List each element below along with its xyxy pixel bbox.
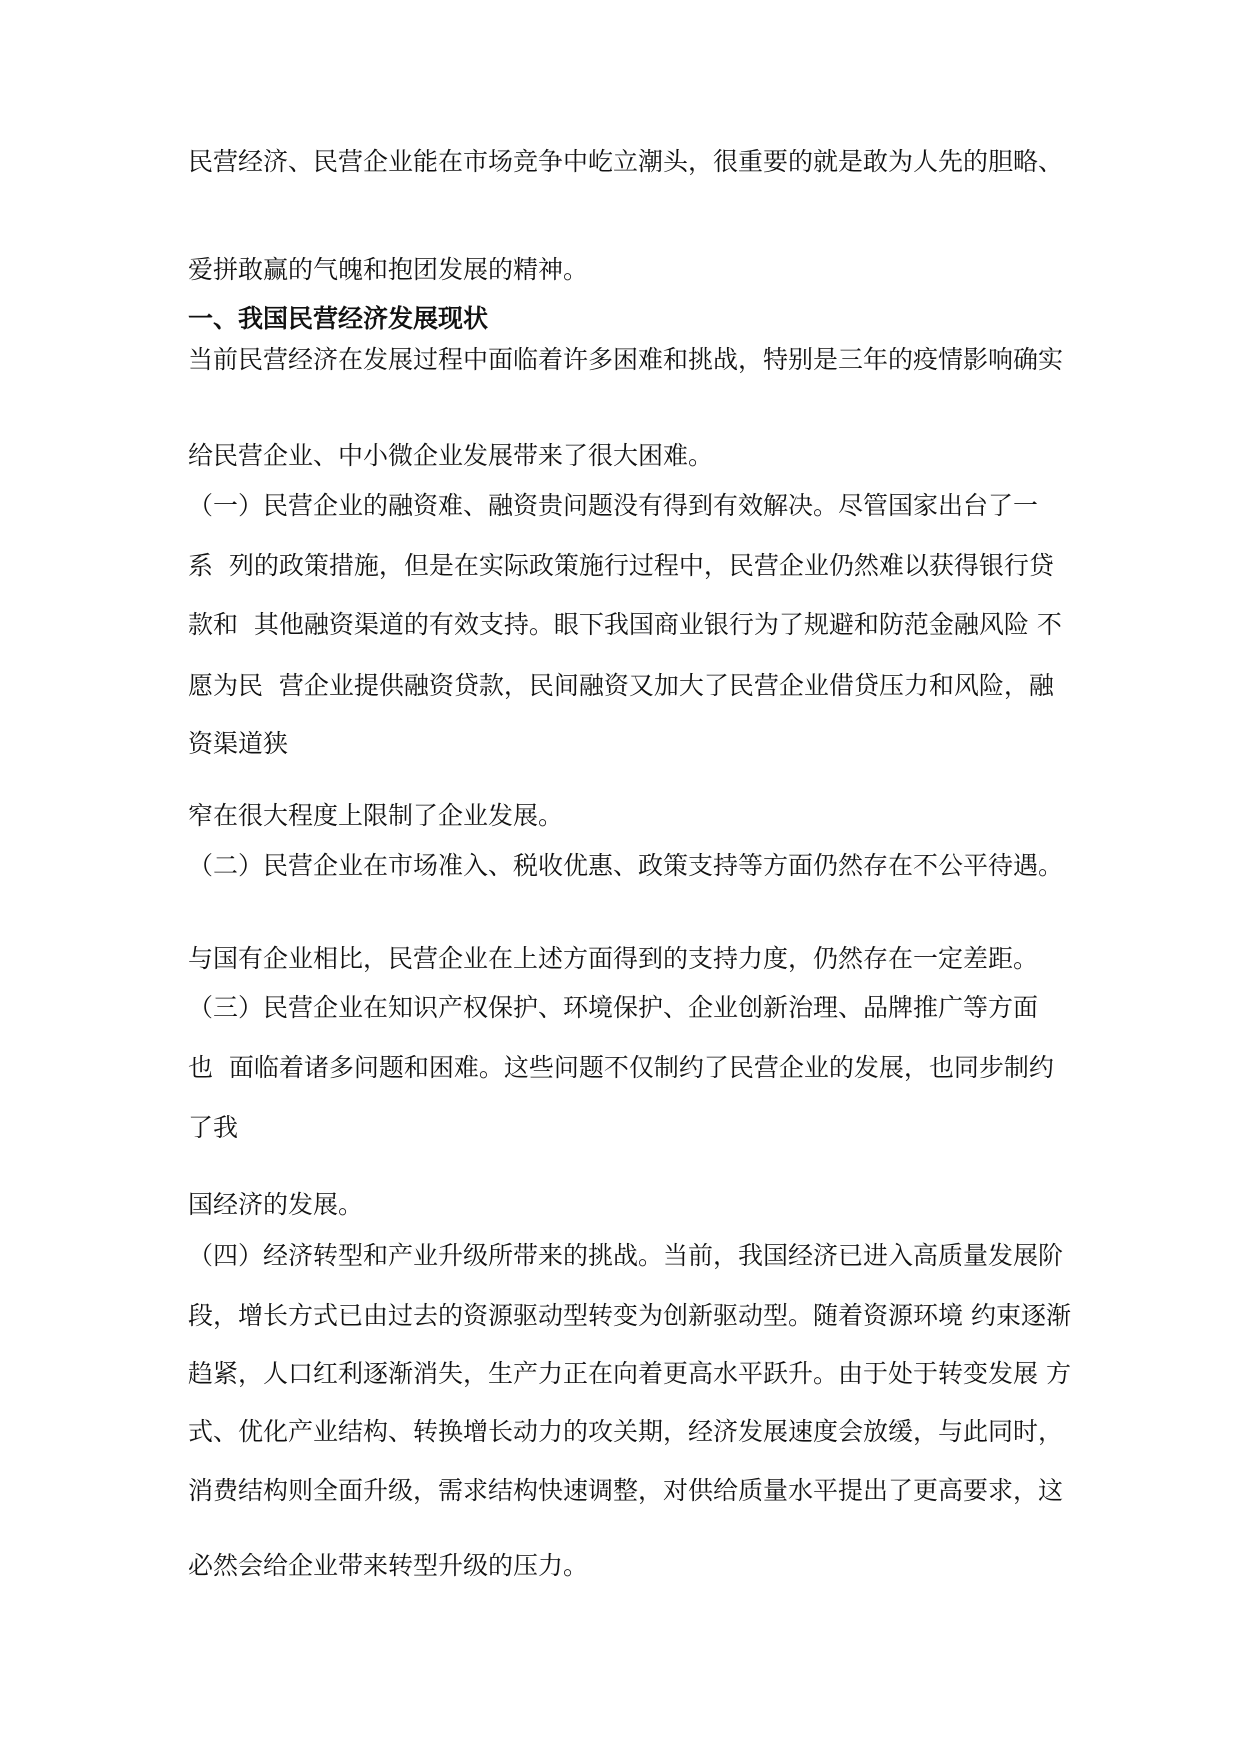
section-heading: 一、我国民营经济发展现状 [188, 304, 489, 333]
paragraph-line: 款和 其他融资渠道的有效支持。眼下我国商业银行为了规避和防范金融风险 不 [188, 610, 1062, 639]
paragraph-line: 民营经济、民营企业能在市场竞争中屹立潮头，很重要的就是敢为人先的胆略、 [188, 147, 1064, 176]
paragraph-line: 消费结构则全面升级，需求结构快速调整，对供给质量水平提出了更高要求，这 [188, 1476, 1064, 1505]
paragraph-line: （四）经济转型和产业升级所带来的挑战。当前，我国经济已进入高质量发展阶 [188, 1241, 1064, 1270]
paragraph-line: 式、优化产业结构、转换增长动力的攻关期，经济发展速度会放缓，与此同时， [188, 1417, 1064, 1446]
paragraph-line: （三）民营企业在知识产权保护、环境保护、企业创新治理、品牌推广等方面 [188, 993, 1039, 1022]
paragraph-line: 趋紧，人口红利逐渐消失，生产力正在向着更高水平跃升。由于处于转变发展 方 [188, 1359, 1071, 1388]
paragraph-line: 资渠道狭 [188, 729, 289, 758]
paragraph-line: 当前民营经济在发展过程中面临着许多困难和挑战，特别是三年的疫情影响确实 [188, 345, 1064, 374]
paragraph-line: 窄在很大程度上限制了企业发展。 [188, 801, 564, 830]
paragraph-line: （二）民营企业在市场准入、税收优惠、政策支持等方面仍然存在不公平待遇。 [188, 851, 1064, 880]
paragraph-line: 愿为民 营企业提供融资贷款，民间融资又加大了民营企业借贷压力和风险，融 [188, 671, 1054, 700]
paragraph-line: 爱拼敢赢的气魄和抱团发展的精神。 [188, 255, 589, 284]
paragraph-line: 国经济的发展。 [188, 1190, 364, 1219]
paragraph-line: 了我 [188, 1113, 239, 1142]
paragraph-line: 必然会给企业带来转型升级的压力。 [188, 1551, 589, 1580]
paragraph-line: 也 面临着诸多问题和困难。这些问题不仅制约了民营企业的发展，也同步制约 [188, 1053, 1054, 1082]
paragraph-line: 给民营企业、中小微企业发展带来了很大困难。 [188, 441, 714, 470]
paragraph-line: 段，增长方式已由过去的资源驱动型转变为创新驱动型。随着资源环境 约束逐渐 [188, 1301, 1071, 1330]
paragraph-line: 系 列的政策措施，但是在实际政策施行过程中，民营企业仍然难以获得银行贷 [188, 551, 1054, 580]
paragraph-line: 与国有企业相比，民营企业在上述方面得到的支持力度，仍然存在一定差距。 [188, 944, 1039, 973]
paragraph-line: （一）民营企业的融资难、融资贵问题没有得到有效解决。尽管国家出台了一 [188, 491, 1039, 520]
